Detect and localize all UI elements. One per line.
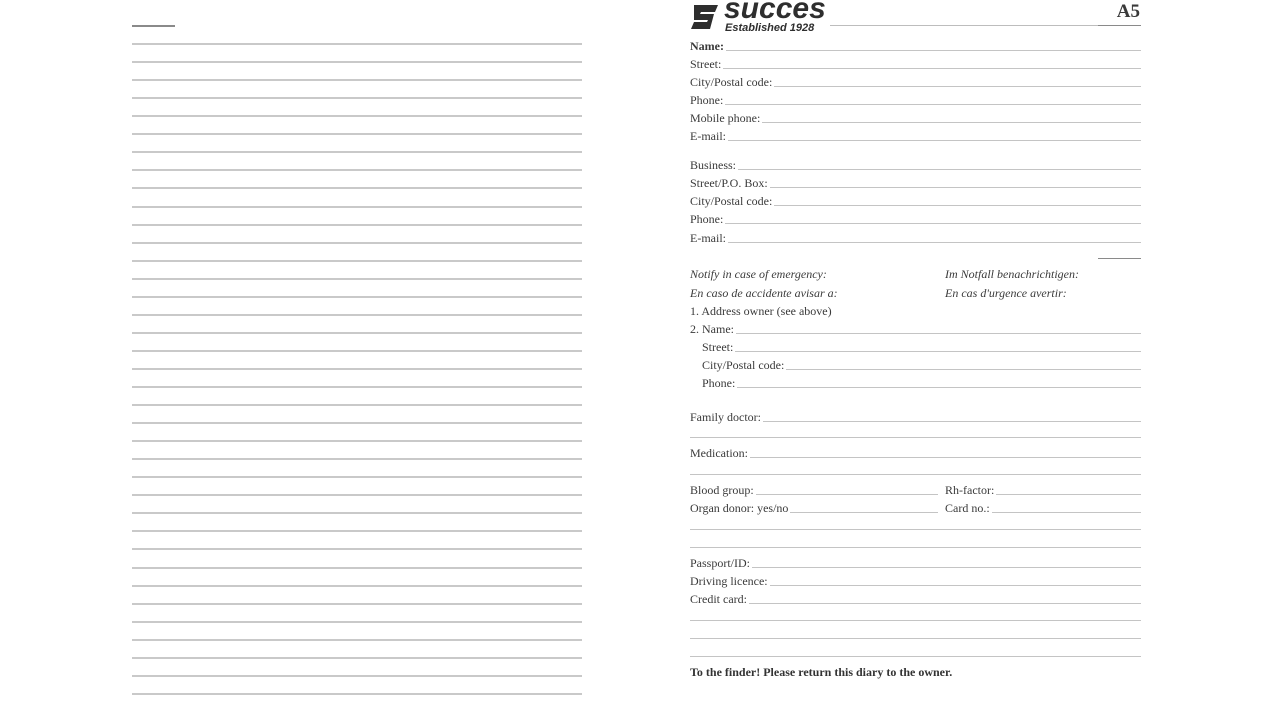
medical-extra-line-1[interactable] (690, 529, 1141, 530)
documents-extra-line-1[interactable] (690, 620, 1141, 621)
notify-en-label: Notify in case of emergency: (690, 267, 827, 281)
business-field[interactable] (690, 157, 1141, 171)
driving-licence-label: Driving licence: (690, 574, 768, 588)
ruled-line[interactable] (132, 530, 582, 532)
ruled-line[interactable] (132, 476, 582, 478)
phone-field[interactable] (690, 92, 1141, 106)
emergency-street-field[interactable] (702, 339, 1141, 353)
ruled-line[interactable] (132, 97, 582, 99)
ruled-line[interactable] (132, 187, 582, 189)
header-rule-short (1098, 25, 1141, 26)
ruled-line[interactable] (132, 314, 582, 316)
business-street-field[interactable] (690, 175, 1141, 189)
ruled-line[interactable] (132, 350, 582, 352)
card-no-field[interactable] (945, 500, 1141, 514)
ruled-line[interactable] (132, 368, 582, 370)
ruled-line[interactable] (132, 675, 582, 677)
medication-field[interactable] (690, 445, 1141, 459)
city-postal-field[interactable] (690, 74, 1141, 88)
documents-extra-line-2[interactable] (690, 638, 1141, 639)
ruled-line[interactable] (132, 458, 582, 460)
card-no-label: Card no.: (945, 501, 990, 515)
ruled-line[interactable] (132, 548, 582, 550)
rh-factor-field[interactable] (945, 482, 1141, 496)
brand-name: succes (724, 0, 826, 25)
ruled-line[interactable] (132, 61, 582, 63)
passport-field[interactable] (690, 555, 1141, 569)
notify-fr-label: En cas d'urgence avertir: (945, 286, 1067, 300)
emergency-name-label: 2. Name: (690, 322, 734, 336)
ruled-line[interactable] (132, 206, 582, 208)
mobile-phone-label: Mobile phone: (690, 111, 761, 125)
ruled-line[interactable] (132, 43, 582, 45)
blood-group-field[interactable] (690, 482, 938, 496)
ruled-line[interactable] (132, 422, 582, 424)
name-label: Name: (690, 39, 724, 53)
ruled-line[interactable] (132, 386, 582, 388)
organ-donor-field[interactable] (690, 500, 938, 514)
ruled-line[interactable] (132, 585, 582, 587)
notify-es-label: En caso de accidente avisar a: (690, 286, 838, 300)
section-rule (1098, 258, 1141, 259)
emergency-phone-label: Phone: (702, 376, 736, 390)
emergency-item-1: 1. Address owner (see above) (690, 304, 832, 318)
ruled-line[interactable] (132, 260, 582, 262)
doctor-extra-line[interactable] (690, 437, 1141, 438)
business-label: Business: (690, 158, 737, 172)
ruled-line[interactable] (132, 242, 582, 244)
mobile-phone-field[interactable] (690, 110, 1141, 124)
emergency-street-label: Street: (702, 340, 734, 354)
ruled-line[interactable] (132, 133, 582, 135)
succes-s-icon (690, 3, 720, 31)
ruled-line[interactable] (132, 603, 582, 605)
notify-de-label: Im Notfall benachrichtigen: (945, 267, 1079, 281)
medication-label: Medication: (690, 446, 748, 460)
business-email-label: E-mail: (690, 231, 726, 245)
ruled-line[interactable] (132, 278, 582, 280)
ruled-line[interactable] (132, 224, 582, 226)
credit-card-label: Credit card: (690, 592, 747, 606)
driving-licence-field[interactable] (690, 573, 1141, 587)
emergency-city-field[interactable] (702, 357, 1141, 371)
family-doctor-label: Family doctor: (690, 410, 761, 424)
ruled-line[interactable] (132, 440, 582, 442)
brand-tagline: Established 1928 (725, 22, 815, 34)
ruled-line[interactable] (132, 296, 582, 298)
email-label: E-mail: (690, 129, 726, 143)
city-postal-label: City/Postal code: (690, 75, 773, 89)
rh-factor-label: Rh-factor: (945, 483, 995, 497)
ruled-line[interactable] (132, 169, 582, 171)
passport-label: Passport/ID: (690, 556, 750, 570)
header-rule (830, 25, 1100, 26)
ruled-line[interactable] (132, 639, 582, 641)
business-city-label: City/Postal code: (690, 194, 773, 208)
name-field[interactable] (690, 38, 1141, 52)
street-label: Street: (690, 57, 722, 71)
ruled-line[interactable] (132, 115, 582, 117)
ruled-line[interactable] (132, 657, 582, 659)
ruled-line[interactable] (132, 79, 582, 81)
finder-note: To the finder! Please return this diary to the owner. (690, 665, 953, 679)
family-doctor-field[interactable] (690, 409, 1141, 423)
business-phone-field[interactable] (690, 211, 1141, 225)
emergency-city-label: City/Postal code: (702, 358, 785, 372)
ruled-line[interactable] (132, 494, 582, 496)
emergency-name-field[interactable] (690, 321, 1141, 335)
emergency-phone-field[interactable] (702, 375, 1141, 389)
ruled-line[interactable] (132, 332, 582, 334)
business-street-label: Street/P.O. Box: (690, 176, 768, 190)
organ-donor-label: Organ donor: yes/no (690, 501, 789, 515)
credit-card-field[interactable] (690, 591, 1141, 605)
ruled-line[interactable] (132, 151, 582, 153)
ruled-line[interactable] (132, 621, 582, 623)
ruled-line[interactable] (132, 404, 582, 406)
owner-info-page (640, 0, 1280, 720)
blood-group-label: Blood group: (690, 483, 754, 497)
documents-extra-line-3[interactable] (690, 656, 1141, 657)
medication-extra-line[interactable] (690, 474, 1141, 475)
ruled-line[interactable] (132, 25, 175, 27)
email-field[interactable] (690, 128, 1141, 142)
ruled-line[interactable] (132, 512, 582, 514)
ruled-line[interactable] (132, 693, 582, 695)
street-field[interactable] (690, 56, 1141, 70)
ruled-line[interactable] (132, 567, 582, 569)
format-badge: A5 (1116, 1, 1140, 22)
business-city-field[interactable] (690, 193, 1141, 207)
medical-extra-line-2[interactable] (690, 547, 1141, 548)
phone-label: Phone: (690, 93, 724, 107)
business-email-field[interactable] (690, 230, 1141, 244)
succes-logo (690, 0, 840, 36)
business-phone-label: Phone: (690, 212, 724, 226)
